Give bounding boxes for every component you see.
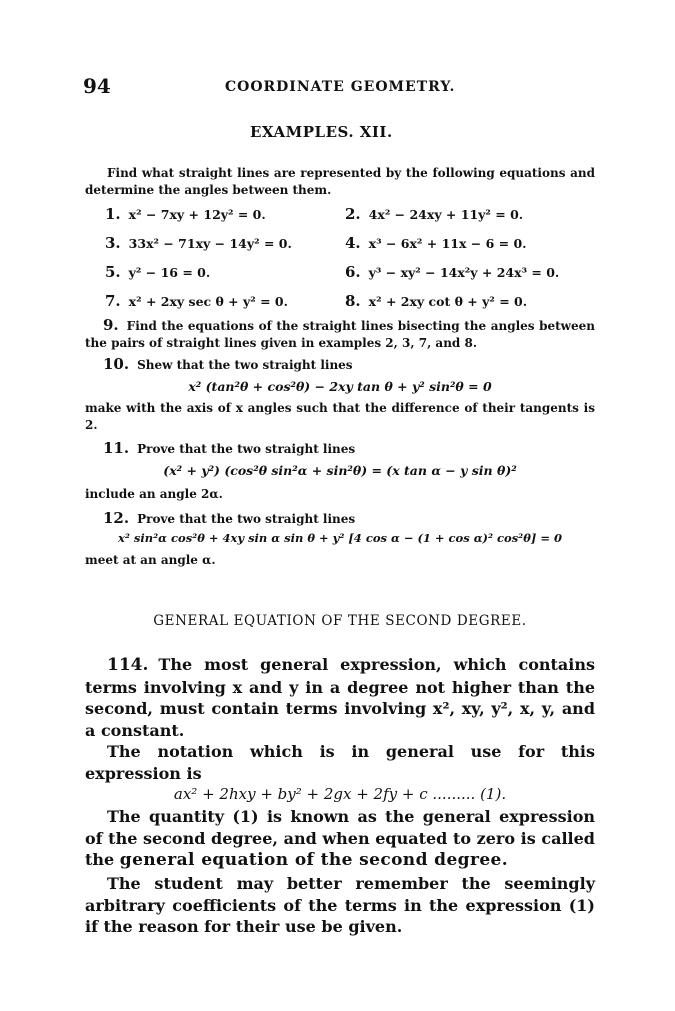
running-title: COORDINATE GEOMETRY. [225,79,456,95]
example-number: 12. [103,509,130,527]
student-paragraph: The student may better remember the seemingly arbitrary coefficients of the terms in the expression (1) if the reason for their use be given. [85,874,595,936]
example-number: 9. [103,316,119,334]
article-114-text: The most general expression, which contains terms involving x and y in a degree not higher than the second, must contain terms involving x², xy, y², x, y, and a constant. [85,655,595,740]
example-number: 6. [345,263,361,281]
examples-intro: Find what straight lines are represented by the following equations and determine the angles between them. [85,166,595,197]
example-12-after: meet at an angle α. [85,553,216,567]
example-equation: 33x² − 71xy − 14y² = 0. [128,236,292,251]
example-9 [85,317,595,352]
example-equation: x² + 2xy sec θ + y² = 0. [128,294,288,309]
example-number: 11. [103,439,130,457]
example-row [105,234,585,256]
example-10-after: make with the axis of x angles such that the difference of their tangents is 2. [85,401,595,432]
example-row [105,263,585,285]
example-equation: x³ − 6x² + 11x − 6 = 0. [368,236,527,251]
example-9-text: Find the equations of the straight lines bisecting the angles between the pairs of straight lines given in examples 2, 3, 7, and 8. [85,319,595,350]
page-number: 94 [83,74,111,98]
example-10-text: Shew that the two straight lines [137,358,353,372]
section-heading: GENERAL EQUATION OF THE SECOND DEGREE. [153,613,527,629]
example-10 [85,356,595,374]
example-equation: y³ − xy² − 14x²y + 24x³ = 0. [368,265,560,280]
example-number: 3. [105,234,121,252]
general-expression-equation: ax² + 2hxy + by² + 2gx + 2fy + c ......... (1). [173,785,507,803]
example-12-text: Prove that the two straight lines [137,512,356,526]
article-number: 114. [107,655,149,675]
example-number: 1. [105,205,121,223]
example-number: 2. [345,205,361,223]
example-equation: x² + 2xy cot θ + y² = 0. [368,294,528,309]
example-number: 4. [345,234,361,252]
example-11-equation: (x² + y²) (cos²θ sin²α + sin²θ) = (x tan α − y sin θ)² [163,463,517,478]
example-number: 10. [103,355,130,373]
example-number: 8. [345,292,361,310]
example-equation: y² − 16 = 0. [128,265,211,280]
example-number: 5. [105,263,121,281]
example-12-equation: x² sin²α cos²θ + 4xy sin α sin θ + y² [4 cos α − (1 + cos α)² cos²θ] = 0 [118,531,562,545]
general-equation-term: general equation of the second degree. [119,850,509,870]
example-11-after: include an angle 2α. [85,487,223,501]
quantity-paragraph [85,806,595,872]
quantity-text: The quantity (1) is known as the general expression of the second degree, and when equated to zero is called the [85,807,595,869]
example-12 [85,510,595,528]
example-11 [85,440,595,458]
examples-title: EXAMPLES. XII. [250,123,393,141]
example-row [105,292,585,314]
example-equation: x² − 7xy + 12y² = 0. [128,207,266,222]
example-row [105,205,585,227]
example-11-text: Prove that the two straight lines [137,442,356,456]
article-114 [85,654,595,741]
example-10-equation: x² (tan²θ + cos²θ) − 2xy tan θ + y² sin²θ = 0 [188,379,492,394]
notation-paragraph: The notation which is in general use for this expression is [85,742,595,783]
example-equation: 4x² − 24xy + 11y² = 0. [368,207,524,222]
example-number: 7. [105,292,121,310]
